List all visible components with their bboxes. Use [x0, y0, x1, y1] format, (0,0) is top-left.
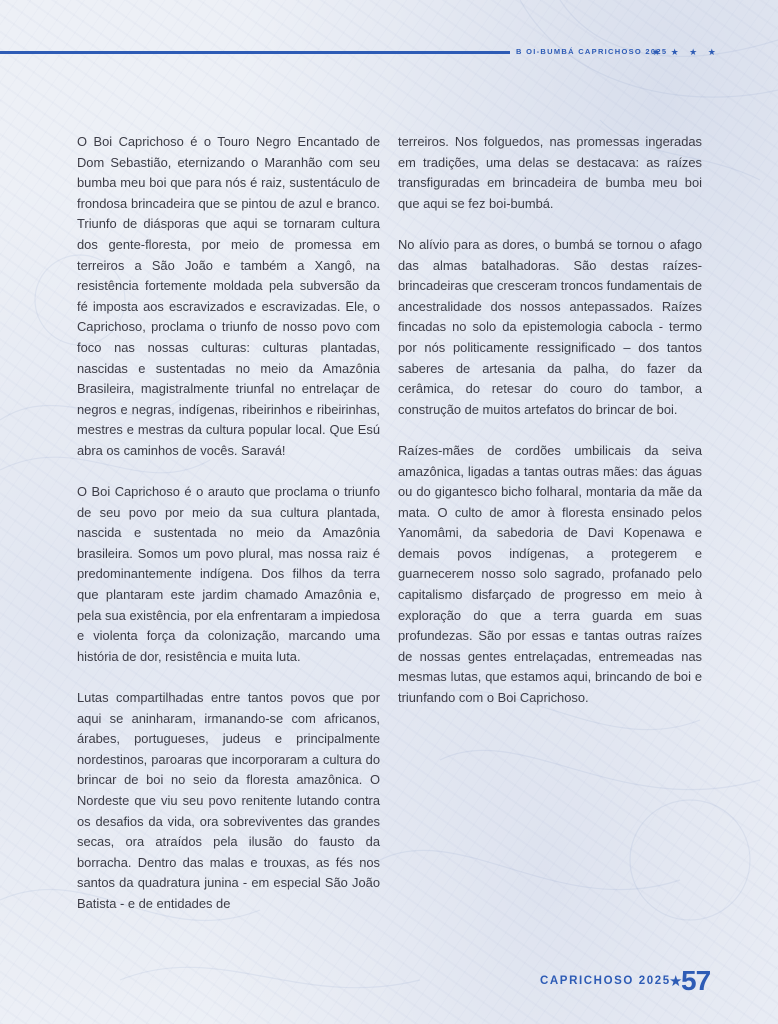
paragraph: Lutas compartilhadas entre tantos povos que por aqui se aninharam, irmanando-se com africanos, árabes, portugueses, judeus e principalmente nordestinos, paroaras que incorporaram a cultura do brincar de boi no seio da floresta amazônica. O Nordeste que viu seu povo renitente lutando contra os desafios da vida, ora sobreviventes das grandes secas, ora atraídos pela ilusão do fausto da borracha. Dentro das malas e trouxas, as fés nos santos da quadratura junina - em especial São João Batista - e de entidades de [77, 690, 380, 911]
right-column [398, 132, 702, 729]
page-number: 57 [681, 965, 711, 996]
header-stars: ★ ★ ★ ★ [652, 47, 720, 57]
paragraph: No alívio para as dores, o bumbá se tornou o afago das almas batalhadoras. São destas raízes-brincadeiras que cresceram troncos fundamentais de ancestralidade dos nossos antepassados. Raízes fincadas no solo da epistemologia cabocla - termo por nós politicamente ressignificado – dos tantos saberes de artesania da palha, do fazer da cerâmica, do retesar do couro do tambor, a construção de muitos artefatos do brincar de boi. [398, 236, 702, 417]
paragraph: terreiros. Nos folguedos, nas promessas ingeradas em tradições, uma delas se destacava: as raízes transfiguradas em brincadeira de bumba meu boi que aqui se fez boi-bumbá. [398, 134, 702, 211]
page-footer [540, 965, 711, 996]
paragraph: O Boi Caprichoso é o Touro Negro Encantado de Dom Sebastião, eternizando o Maranhão com seu bumba meu boi que para nós é raiz, sustentáculo de frondosa brincadeira que se pintou de azul e branco. Triunfo de diásporas que aqui se tornaram cultura dos gente-floresta, por meio de promessa em terreiros a São João e também a Xangô, na resistência fortemente moldada pela subversão da fé imposta aos escravizados e escravizadas. Ele, o Caprichoso, proclama o triunfo de nosso povo com foco nas nossas culturas: culturas plantadas, nascidas e sustentadas no meio da Amazônia Brasileira, magistralmente triunfal no entrelaçar de negros e negras, indígenas, ribeirinhos e ribeirinhas, mestres e mestras da cultura popular local. Que Esú abra os caminhos de vocês. Saravá! [77, 134, 380, 458]
left-column [77, 132, 380, 935]
header-title: B OI-BUMBÁ CAPRICHOSO 2025 [516, 47, 668, 56]
running-header [0, 46, 778, 58]
star-icon: ★ [669, 973, 683, 990]
paragraph: O Boi Caprichoso é o arauto que proclama o triunfo de seu povo por meio da sua cultura plantada, nascida e sustentada no meio da Amazônia brasileira. Somos um povo plural, mas nossa raiz é predominantemente indígena. Dos filhos da terra que plantaram este jardim chamado Amazônia e, pela sua existência, por ela enfrentaram a impiedosa e violenta força da colonização, marcando uma história de dor, resistência e muita luta. [77, 484, 380, 664]
header-rule [0, 51, 510, 54]
footer-title: CAPRICHOSO 2025 [540, 975, 671, 987]
paragraph: Raízes-mães de cordões umbilicais da seiva amazônica, ligadas a tantas outras mães: das águas ou do gigantesco bicho folharal, montaria da mãe da mata. O culto de amor à floresta ensinado pelos Yanomâmi, da sabedoria de Davi Kopenawa e demais povos indígenas, a protegerem e guarnecerem nosso solo sagrado, profanado pelo capitalismo disfarçado de progresso em meio à exploração do que a terra guarda em suas profundezas. São por essas e tantas outras raízes de nossas gentes entrelaçadas, entremeadas nas mesmas lutas, que estamos aqui, brincando de boi e triunfando com o Boi Caprichoso. [398, 442, 702, 706]
